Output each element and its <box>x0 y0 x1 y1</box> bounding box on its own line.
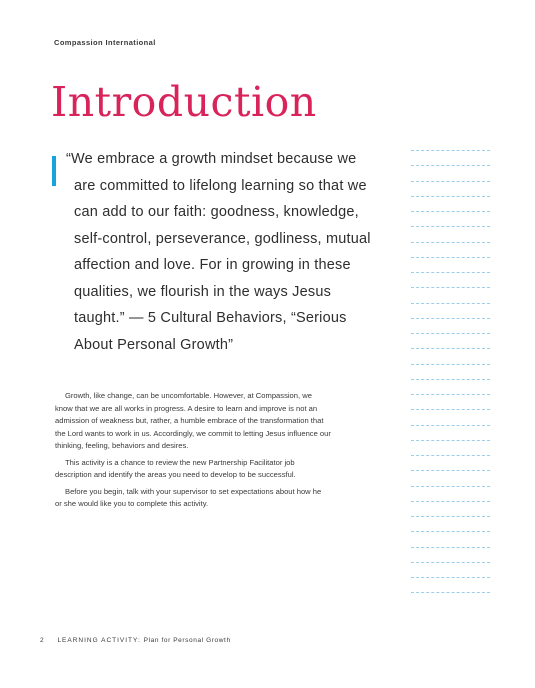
note-line <box>411 531 490 532</box>
body-paragraph <box>55 457 385 482</box>
note-line <box>411 287 490 288</box>
note-line <box>411 501 490 502</box>
note-line <box>411 440 490 441</box>
footer-label: LEARNING ACTIVITY: <box>57 637 141 644</box>
note-line <box>411 516 490 517</box>
note-line <box>411 226 490 227</box>
quote-accent-bar <box>52 156 56 186</box>
page-title: Introduction <box>51 78 317 126</box>
note-line <box>411 318 490 319</box>
quote-line: qualities, we flourish in the ways Jesus <box>74 283 332 300</box>
note-line <box>411 257 490 258</box>
note-line <box>411 379 490 380</box>
note-line <box>411 470 490 471</box>
page-footer <box>40 637 231 644</box>
note-line <box>411 364 490 365</box>
note-line <box>411 272 490 273</box>
organization-header: Compassion International <box>54 38 156 47</box>
body-line: thinking, feeling, behaviors and desires. <box>55 441 189 450</box>
note-line <box>411 165 490 166</box>
body-line: admission of weakness but, rather, a humble embrace of the transformation that <box>55 416 324 425</box>
body-line: Before you begin, talk with your supervisor to set expectations about how he <box>65 486 322 496</box>
quote-line: are committed to lifelong learning so that we <box>74 177 367 194</box>
footer-subtitle: Plan for Personal Growth <box>143 637 231 644</box>
note-line <box>411 547 490 548</box>
body-text <box>55 390 385 515</box>
note-line <box>411 562 490 563</box>
quote-line: affection and love. For in growing in these <box>74 257 351 273</box>
note-line <box>411 333 490 334</box>
quote-line: self-control, perseverance, godliness, mutual <box>74 230 371 247</box>
body-paragraph <box>55 486 385 511</box>
body-line: description and identify the areas you need to develop to be successful. <box>55 470 296 479</box>
quote-line: “We embrace a growth mindset because we <box>66 151 357 167</box>
page-number: 2 <box>40 637 45 644</box>
body-line: This activity is a chance to review the new Partnership Facilitator job <box>65 457 295 467</box>
note-line <box>411 181 490 182</box>
quote-line: About Personal Growth” <box>74 336 234 353</box>
note-line <box>411 425 490 426</box>
body-line: or she would like you to complete this activity. <box>55 499 209 508</box>
body-line: Growth, like change, can be uncomfortable. However, at Compassion, we <box>65 391 312 400</box>
note-line <box>411 303 490 304</box>
note-line <box>411 394 490 395</box>
note-line <box>411 348 490 349</box>
body-line: the Lord wants to work in us. Accordingly, we commit to letting Jesus influence our <box>55 428 331 438</box>
quote-line: can add to our faith: goodness, knowledge, <box>74 204 359 220</box>
body-paragraph <box>55 390 385 453</box>
note-line <box>411 577 490 578</box>
note-line <box>411 455 490 456</box>
note-line <box>411 592 490 593</box>
note-line <box>411 242 490 243</box>
pull-quote <box>66 146 386 358</box>
note-line <box>411 409 490 410</box>
quote-line: taught.” — 5 Cultural Behaviors, “Serious <box>74 310 347 326</box>
note-line <box>411 150 490 151</box>
note-line <box>411 211 490 212</box>
notes-lines-column <box>411 150 490 608</box>
note-line <box>411 196 490 197</box>
body-line: know that we are all works in progress. A desire to learn and improve is not an <box>55 403 318 413</box>
note-line <box>411 486 490 487</box>
